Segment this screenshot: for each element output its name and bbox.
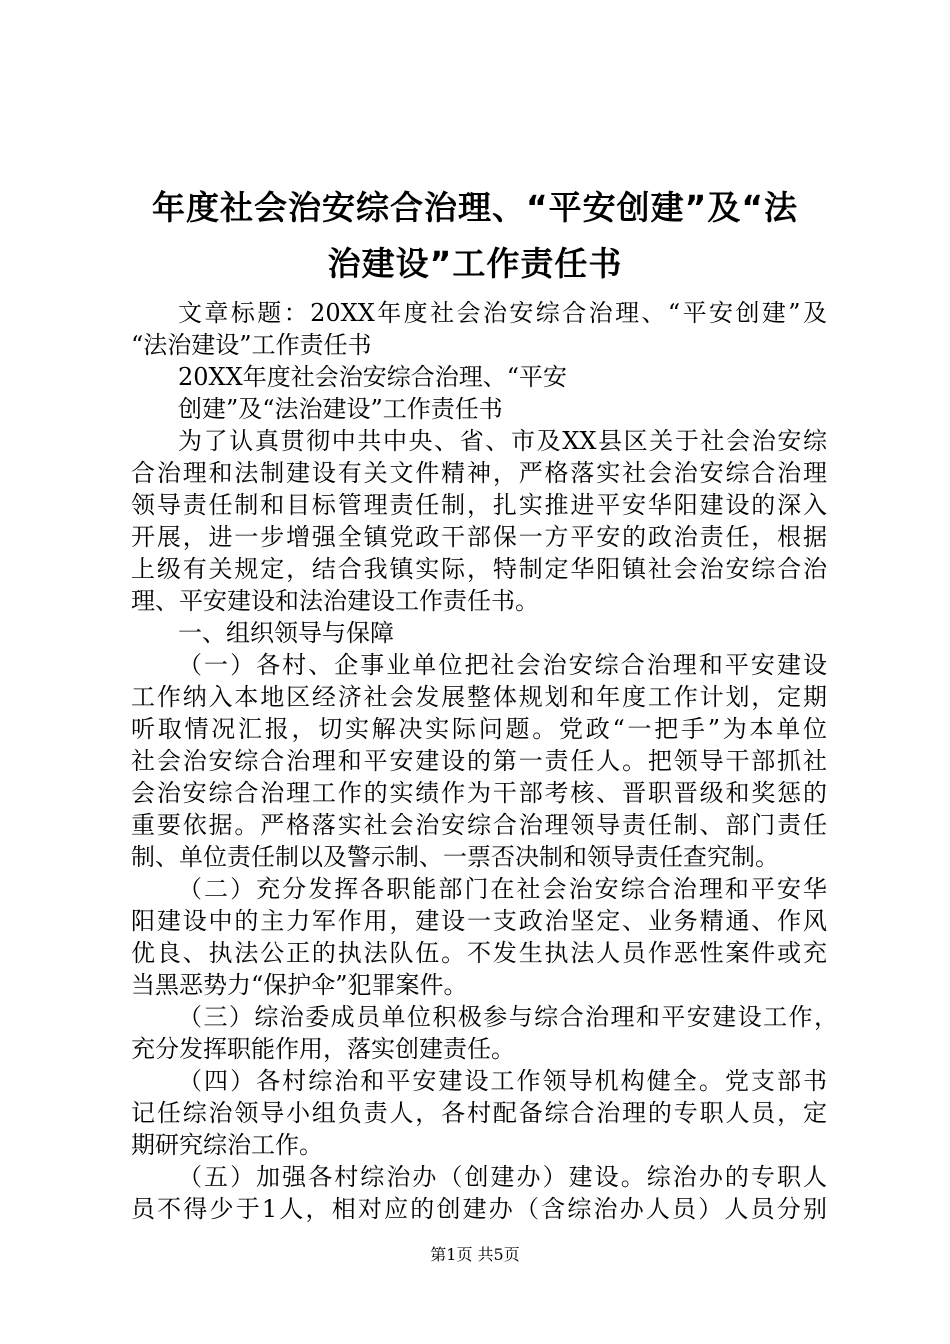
paragraph-line: 开展，进一步增强全镇党政干部保一方平安的政治责任，根据 [131, 523, 827, 551]
paragraph-line: 阳建设中的主力军作用，建设一支政治坚定、业务精通、作风 [131, 907, 827, 935]
paragraph-line: 理、平安建设和法治建设工作责任书。 [131, 587, 539, 615]
paragraph-line: 为了认真贯彻中共中央、省、市及XX县区关于社会治安综 [178, 427, 827, 455]
paragraph-line: （二）充分发挥各职能部门在社会治安综合治理和平安华 [178, 875, 827, 903]
paragraph-line: 当黑恶势力“保护伞”犯罪案件。 [131, 971, 468, 999]
paragraph-line: 工作纳入本地区经济社会发展整体规划和年度工作计划，定期 [131, 683, 827, 711]
section-heading: 一、组织领导与保障 [178, 619, 394, 647]
paragraph-line: 员不得少于1人，相对应的创建办（含综治办人员）人员分别 [131, 1195, 827, 1223]
paragraph-line: 上级有关规定，结合我镇实际，特制定华阳镇社会治安综合治 [131, 555, 827, 583]
paragraph-line: 期研究综治工作。 [131, 1131, 323, 1159]
paragraph-line: （四）各村综治和平安建设工作领导机构健全。党支部书 [178, 1067, 827, 1095]
paragraph-line: 合治理和法制建设有关文件精神，严格落实社会治安综合治理 [131, 459, 827, 487]
document-title-line-2: 治建设”工作责任书 [327, 244, 623, 283]
paragraph-line: 优良、执法公正的执法队伍。不发生执法人员作恶性案件或充 [131, 939, 827, 967]
paragraph-line: （五）加强各村综治办（创建办）建设。综治办的专职人 [178, 1163, 827, 1191]
subtitle-line-2: 创建”及“法治建设”工作责任书 [178, 395, 503, 423]
paragraph-line: （三）综治委成员单位积极参与综合治理和平安建设工作， [178, 1003, 838, 1031]
subtitle-line-1: 20XX年度社会治安综合治理、“平安 [178, 363, 567, 391]
paragraph-line: 会治安综合治理工作的实绩作为干部考核、晋职晋级和奖惩的 [131, 779, 827, 807]
paragraph-line: 充分发挥职能作用，落实创建责任。 [131, 1035, 515, 1063]
page-footer: 第1页 共5页 [430, 1245, 520, 1264]
document-title-line-1: 年度社会治安综合治理、“平安创建”及“法 [151, 188, 799, 227]
article-title-line-2: “法治建设”工作责任书 [131, 331, 372, 359]
paragraph-line: 听取情况汇报，切实解决实际问题。党政“一把手”为本单位 [131, 715, 827, 743]
article-title-line-1: 文章标题：20XX年度社会治安综合治理、“平安创建”及 [178, 299, 827, 327]
paragraph-line: 制、单位责任制以及警示制、一票否决制和领导责任查究制。 [131, 843, 779, 871]
paragraph-line: 社会治安综合治理和平安建设的第一责任人。把领导干部抓社 [131, 747, 827, 775]
paragraph-line: 重要依据。严格落实社会治安综合治理领导责任制、部门责任 [131, 811, 827, 839]
paragraph-line: 记任综治领导小组负责人，各村配备综合治理的专职人员，定 [131, 1099, 827, 1127]
paragraph-line: 领导责任制和目标管理责任制，扎实推进平安华阳建设的深入 [131, 491, 827, 519]
paragraph-line: （一）各村、企事业单位把社会治安综合治理和平安建设 [178, 651, 827, 679]
